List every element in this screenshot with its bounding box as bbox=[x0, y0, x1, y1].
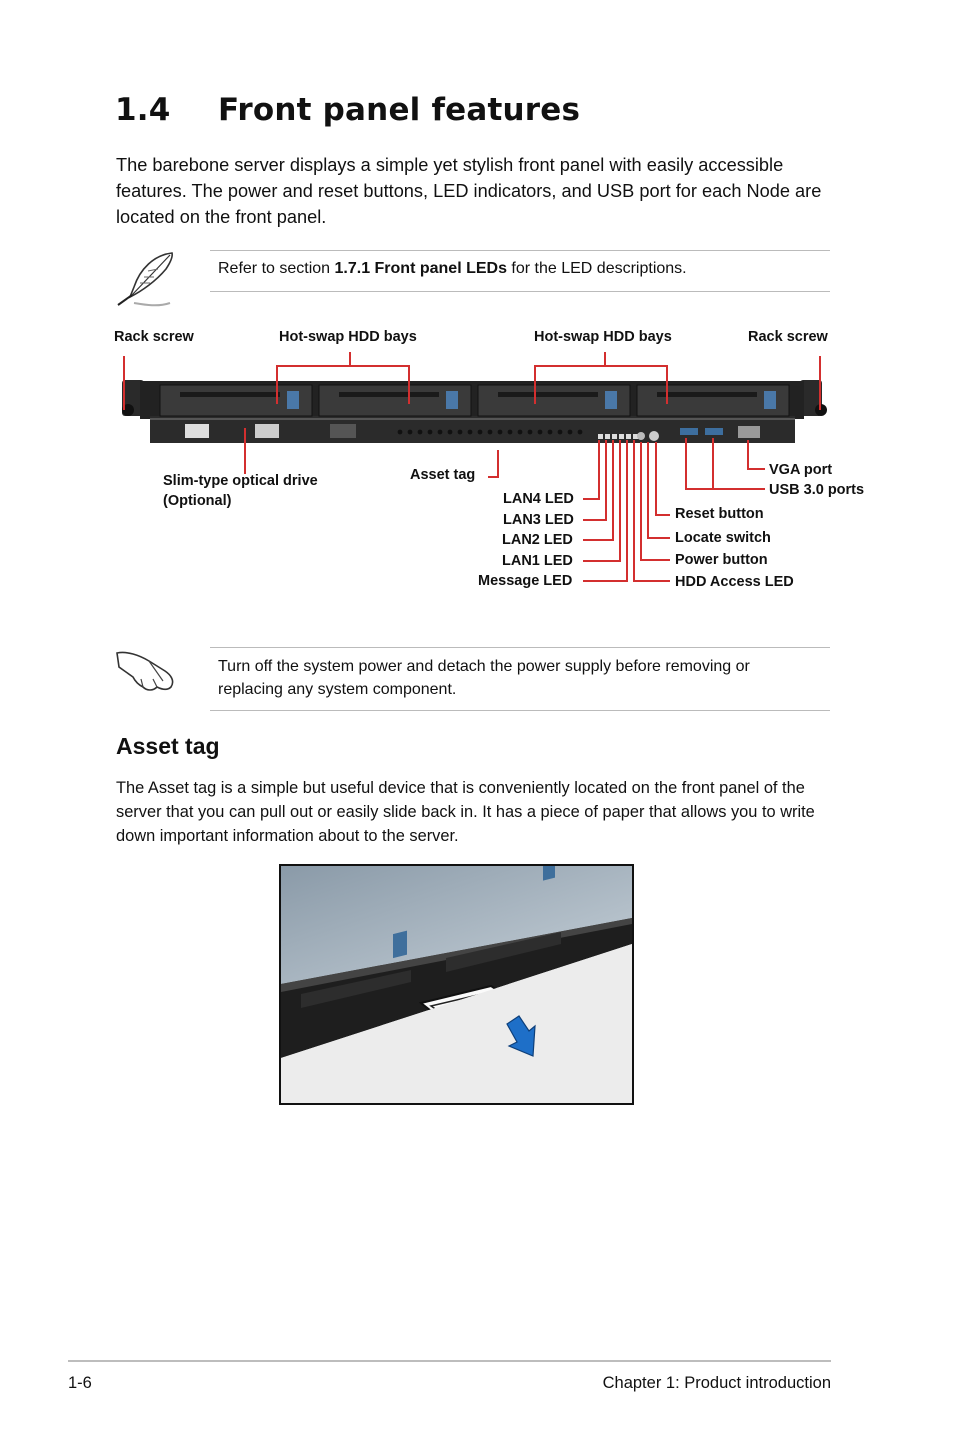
label-hdd-bays-left: Hot-swap HDD bays bbox=[279, 329, 417, 345]
asset-tag-photo bbox=[279, 864, 634, 1105]
note-suffix: for the LED descriptions. bbox=[506, 260, 687, 277]
label-locate-switch: Locate switch bbox=[675, 530, 771, 546]
note-power-warning bbox=[210, 647, 830, 711]
server-chassis bbox=[122, 380, 827, 443]
front-panel-diagram bbox=[0, 0, 954, 620]
asset-tag-heading: Asset tag bbox=[116, 733, 220, 759]
label-optical-drive-optional: (Optional) bbox=[163, 493, 232, 509]
section-title: Front panel features bbox=[218, 92, 581, 128]
label-lan4-led: LAN4 LED bbox=[503, 491, 574, 507]
label-asset-tag: Asset tag bbox=[410, 467, 476, 483]
label-lan2-led: LAN2 LED bbox=[502, 532, 573, 548]
asset-tag-illustration bbox=[281, 866, 632, 1103]
note-power-text: Turn off the system power and detach the power supply before removing or replacing any system component. bbox=[218, 658, 750, 698]
label-rack-screw-left: Rack screw bbox=[114, 329, 194, 345]
note-prefix: Refer to section bbox=[218, 260, 335, 277]
pointing-hand-icon bbox=[113, 645, 179, 695]
label-rack-screw-right: Rack screw bbox=[748, 329, 828, 345]
label-power-button: Power button bbox=[675, 552, 768, 568]
label-vga-port: VGA port bbox=[769, 462, 833, 478]
asset-tag-paragraph: The Asset tag is a simple but useful device that is conveniently located on the front panel of the server that you can pull out or easily slide back in. It has a piece of paper that allows you to write down important information about to the server. bbox=[116, 779, 815, 845]
section-number: 1.4 bbox=[115, 92, 171, 128]
label-optical-drive: Slim-type optical drive bbox=[163, 473, 318, 489]
chapter-title: Chapter 1: Product introduction bbox=[602, 1374, 831, 1392]
label-usb-ports: USB 3.0 ports bbox=[769, 482, 865, 498]
label-message-led: Message LED bbox=[478, 573, 573, 589]
label-lan3-led: LAN3 LED bbox=[503, 512, 574, 528]
intro-paragraph: The barebone server displays a simple yet stylish front panel with easily accessible features. The power and reset buttons, LED indicators, and USB port for each Node are located on the front panel. bbox=[116, 155, 822, 227]
note-section-link[interactable]: 1.7.1 Front panel LEDs bbox=[334, 260, 507, 277]
label-hdd-bays-right: Hot-swap HDD bays bbox=[534, 329, 672, 345]
label-lan1-led: LAN1 LED bbox=[502, 553, 573, 569]
label-hdd-access-led: HDD Access LED bbox=[675, 574, 794, 590]
page-number: 1-6 bbox=[68, 1374, 92, 1392]
footer-rule bbox=[68, 1360, 831, 1362]
label-reset-button: Reset button bbox=[675, 506, 764, 522]
